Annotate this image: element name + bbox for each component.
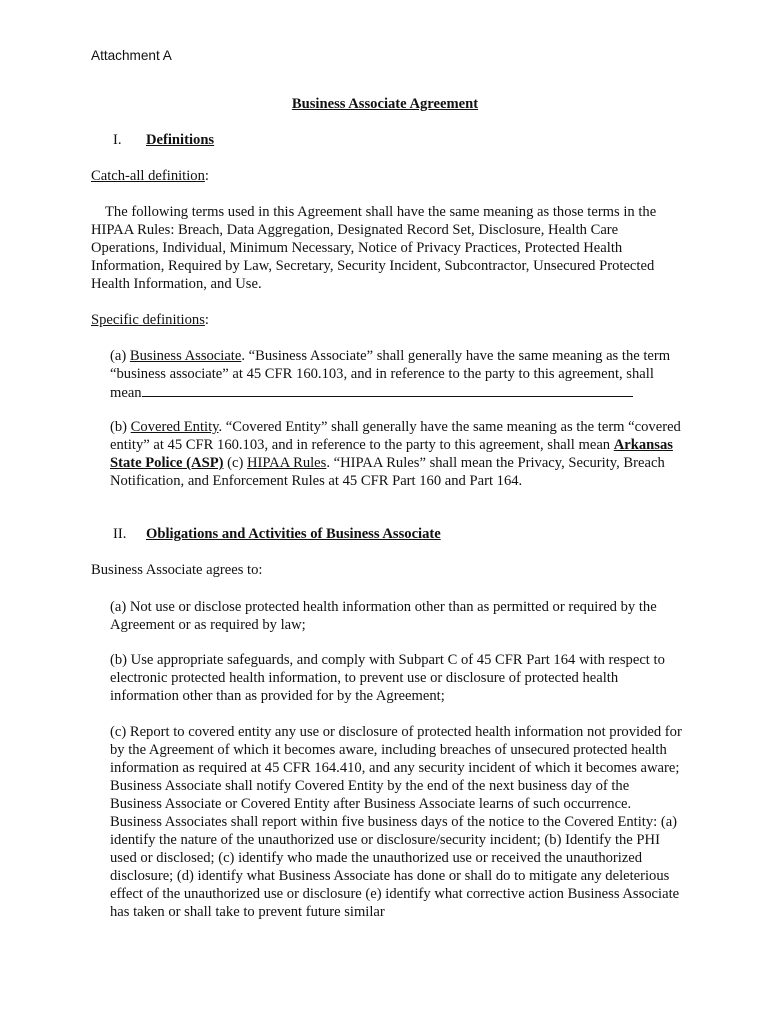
obligation-item: (b) Use appropriate safeguards, and comply with Subpart C of 45 CFR Part 164 with respect to electronic protected health information, to prevent use or disclosure of protected health information other than as provided for by the Agreement;	[110, 652, 665, 704]
obligation-item: (a) Not use or disclose protected health information other than as permitted or required by the Agreement or as required by law;	[110, 599, 657, 633]
obligations-intro: Business Associate agrees to:	[91, 562, 263, 578]
business-associate-name-blank[interactable]	[142, 383, 633, 397]
catchall-definition-label	[91, 167, 209, 185]
definition-b-term: Covered Entity	[130, 419, 219, 435]
section-number: I.	[113, 132, 122, 148]
catchall-definition-paragraph	[91, 203, 681, 293]
definition-b-prefix: (b)	[110, 419, 131, 435]
specific-definitions-label	[91, 311, 209, 329]
specific-label-colon: :	[204, 312, 209, 328]
specific-label-text: Specific definitions	[91, 312, 205, 328]
section-heading-obligations	[113, 525, 441, 543]
section-heading-definitions	[113, 131, 214, 149]
definition-b-text: . “Covered Entity” shall generally have the same meaning as the term “covered entity” at 45 CFR 160.103, and in reference to the party to this agreement, shall mean	[110, 419, 681, 453]
section-title: Definitions	[146, 132, 215, 148]
covered-entity-name: Arkansas State Police (ASP)	[110, 437, 673, 471]
catchall-label-colon: :	[204, 168, 209, 184]
section-number: II.	[113, 526, 127, 542]
definition-a-prefix: (a)	[110, 348, 130, 364]
definition-covered-entity	[110, 418, 682, 490]
definition-c-text: . “HIPAA Rules” shall mean the Privacy, Security, Breach Notification, and Enforcement Rules at 45 CFR Part 160 and Part 164.	[110, 455, 665, 489]
catchall-label-text: Catch-all definition	[91, 168, 205, 184]
obligation-item: (c) Report to covered entity any use or disclosure of protected health information not provided for by the Agreement of which it becomes aware, including breaches of unsecured protected health information as required at 45 CFR 164.410, and any security incident of which it becomes aware; Business Associate shall notify Covered Entity by the end of the next business day of the Business Associate or Covered Entity after Business Associate learns of such occurrence. Business Associates shall report within five business days of the notice to the Covered Entity: (a) identify the nature of the unauthorized use or disclosure/security incident; (b) Identify the PHI used or disclosed; (c) identify who made the unauthorized use or received the unauthorized disclosure; (d) identify what Business Associate has done or shall do to mitigate any deleterious effect of the unauthorized use or disclosure (e) identify what corrective action Business Associate has taken or shall take to prevent future similar	[110, 724, 682, 920]
definition-a-term: Business Associate	[129, 348, 242, 364]
definition-c-prefix: (c)	[223, 455, 247, 471]
definition-c-term: HIPAA Rules	[246, 455, 327, 471]
document-title: Business Associate Agreement	[291, 96, 479, 112]
definition-a-text: . “Business Associate” shall generally have the same meaning as the term “business associate” at 45 CFR 160.103, and in reference to the party to this agreement, shall mean	[110, 348, 671, 401]
catchall-definition-text: The following terms used in this Agreement shall have the same meaning as those terms in the HIPAA Rules: Breach, Data Aggregation, Designated Record Set, Disclosure, Health Care Operations, Individual, Minimum Necessary, Notice of Privacy Practices, Protected Health Information, Required by Law, Secretary, Security Incident, Subcontractor, Unsecured Protected Health Information, and Use.	[91, 204, 657, 292]
section-title: Obligations and Activities of Business Associate	[146, 526, 441, 542]
attachment-label: Attachment A	[91, 48, 172, 63]
definition-business-associate	[110, 347, 682, 402]
